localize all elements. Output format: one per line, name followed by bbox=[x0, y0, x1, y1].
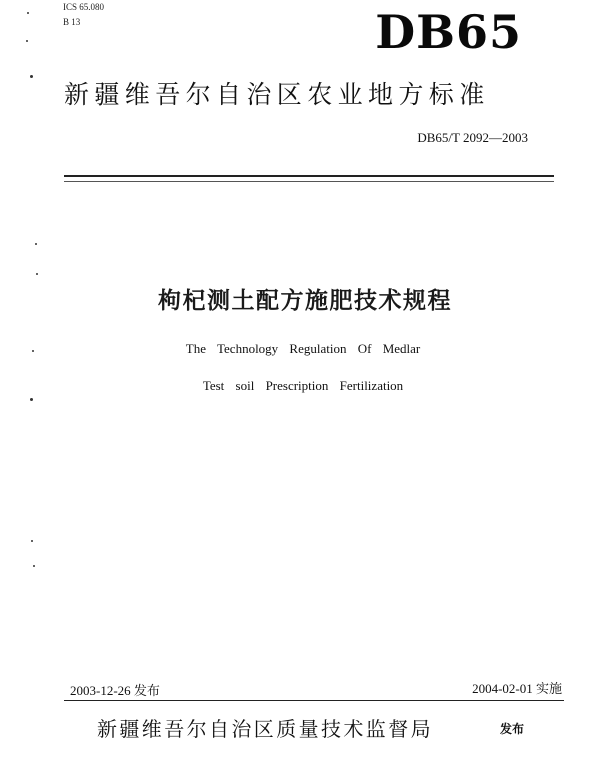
scan-speck bbox=[33, 565, 35, 567]
scan-speck bbox=[30, 398, 33, 401]
scan-speck bbox=[35, 243, 37, 245]
issue-label: 发布 bbox=[500, 722, 525, 736]
standard-category-title: 新疆维吾尔自治区农业地方标准 bbox=[64, 80, 490, 109]
standard-code-mark: DB65 bbox=[375, 5, 522, 59]
document-title-english-line2: Test soil Prescription Fertilization bbox=[202, 378, 404, 393]
scan-speck bbox=[30, 75, 33, 78]
issuing-authority: 新疆维吾尔自治区质量技术监督局 bbox=[97, 717, 433, 741]
scan-speck bbox=[36, 273, 38, 275]
document-title-chinese: 枸杞测土配方施肥技术规程 bbox=[158, 288, 452, 314]
scan-speck bbox=[32, 350, 34, 352]
scan-speck bbox=[27, 12, 29, 14]
ics-code: ICS 65.080 bbox=[63, 2, 105, 12]
document-title-english-line1: The Technology Regulation Of Medlar bbox=[185, 341, 421, 356]
standard-number: DB65/T 2092—2003 bbox=[417, 130, 528, 145]
header-divider bbox=[64, 175, 554, 177]
header-divider-thin bbox=[64, 181, 554, 182]
footer-divider bbox=[64, 700, 564, 701]
scan-speck bbox=[31, 540, 33, 542]
ccs-code: B 13 bbox=[63, 17, 81, 27]
implementation-date: 2004-02-01 实施 bbox=[472, 681, 562, 696]
scan-speck bbox=[26, 40, 28, 42]
issue-date: 2003-12-26 发布 bbox=[70, 683, 160, 698]
